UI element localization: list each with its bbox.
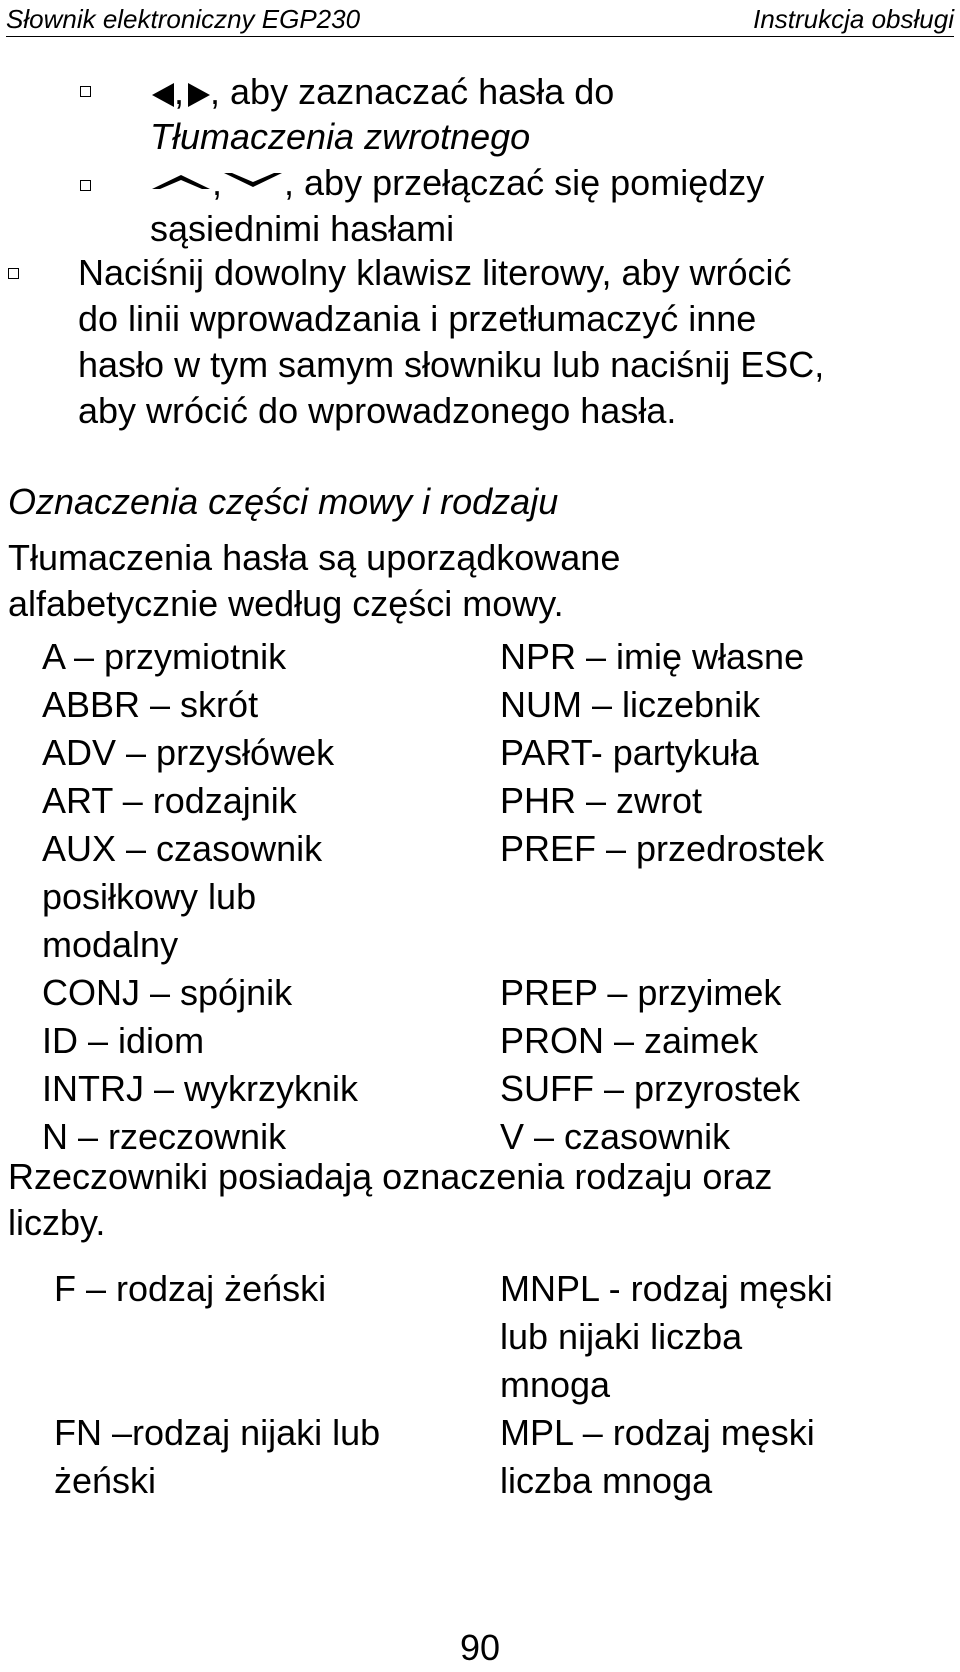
sub-bullet-1: , , aby zaznaczać hasła do [150,68,614,116]
pos-item: A – przymiotnik [42,636,287,677]
sub-bullet-2: , , aby przełączać się pomiędzy [150,159,764,207]
sub-bullet-marker-2 [80,180,91,191]
chevron-up-icon [150,171,212,191]
pos-item: ADV – przysłówek [42,732,335,773]
gender-item: mnoga [500,1364,611,1405]
section-intro-line-2: alfabetycznie według części mowy. [8,583,564,624]
pos-item: SUFF – przyrostek [500,1068,801,1109]
gender-item: żeński [54,1460,157,1501]
pos-item: NUM – liczebnik [500,684,761,725]
sub-bullet-2-text: , aby przełączać się pomiędzy [284,162,765,203]
pos-item [500,921,824,969]
pos-item: PREF – przedrostek [500,828,825,869]
gender-item [54,1313,380,1361]
pos-item: posiłkowy lub [42,876,257,917]
gender-item: F – rodzaj żeński [54,1268,327,1309]
pos-left-column [42,633,358,1161]
gender-left-column [54,1265,380,1505]
pos-item: modalny [42,924,179,965]
chevron-down-icon [222,171,284,191]
pos-item: PHR – zwrot [500,780,703,821]
pos-item: N – rzeczownik [42,1116,287,1157]
sub-bullet-1-italic: Tłumaczenia zwrotnego [150,116,531,157]
pos-right-column [500,633,824,1161]
pos-item: PART- partykuła [500,732,759,773]
header-title: Słownik elektroniczny EGP230 [6,4,361,34]
pos-item: V – czasownik [500,1116,731,1157]
header-subtitle: Instrukcja obsługi [753,4,954,34]
pos-list [0,633,960,1161]
main-bullet-line-2: do linii wprowadzania i przetłumaczyć inne [78,298,757,339]
gender-item: liczba mnoga [500,1460,713,1501]
section-heading: Oznaczenia części mowy i rodzaju [8,481,559,522]
gender-item: MNPL - rodzaj męski [500,1268,833,1309]
pos-item: PRON – zaimek [500,1020,759,1061]
sub-bullet-marker-1 [80,86,91,97]
pos-item: AUX – czasownik [42,828,323,869]
gender-item: FN –rodzaj nijaki lub [54,1412,381,1453]
gender-intro-line-2: liczby. [8,1202,106,1243]
pos-item: NPR – imię własne [500,636,805,677]
sub-bullet-1-text: , aby zaznaczać hasła do [210,71,615,112]
gender-item: MPL – rodzaj męski [500,1412,815,1453]
arrow-right-icon [188,83,210,107]
gender-item [54,1361,380,1409]
arrow-left-icon [152,83,174,107]
sub-bullet-2-line2: sąsiednimi hasłami [150,208,455,249]
page-number: 90 [459,1627,501,1668]
pos-item: ID – idiom [42,1020,205,1061]
main-bullet-line-3: hasło w tym samym słowniku lub naciśnij ESC, [78,344,825,385]
pos-item: ABBR – skrót [42,684,259,725]
pos-item: PREP – przyimek [500,972,782,1013]
gender-list [0,1265,960,1505]
pos-item: CONJ – spójnik [42,972,293,1013]
main-bullet-marker [8,268,19,279]
gender-intro-line-1: Rzeczowniki posiadają oznaczenia rodzaju oraz [8,1156,773,1197]
gender-item: lub nijaki liczba [500,1316,743,1357]
pos-item: ART – rodzajnik [42,780,297,821]
main-bullet-line-1: Naciśnij dowolny klawisz literowy, aby wrócić [78,252,792,293]
main-bullet-line-4: aby wrócić do wprowadzonego hasła. [78,390,677,431]
page-header [6,2,954,37]
pos-item [500,873,824,921]
pos-item: INTRJ – wykrzyknik [42,1068,359,1109]
gender-right-column [500,1265,833,1505]
section-intro-line-1: Tłumaczenia hasła są uporządkowane [8,537,621,578]
